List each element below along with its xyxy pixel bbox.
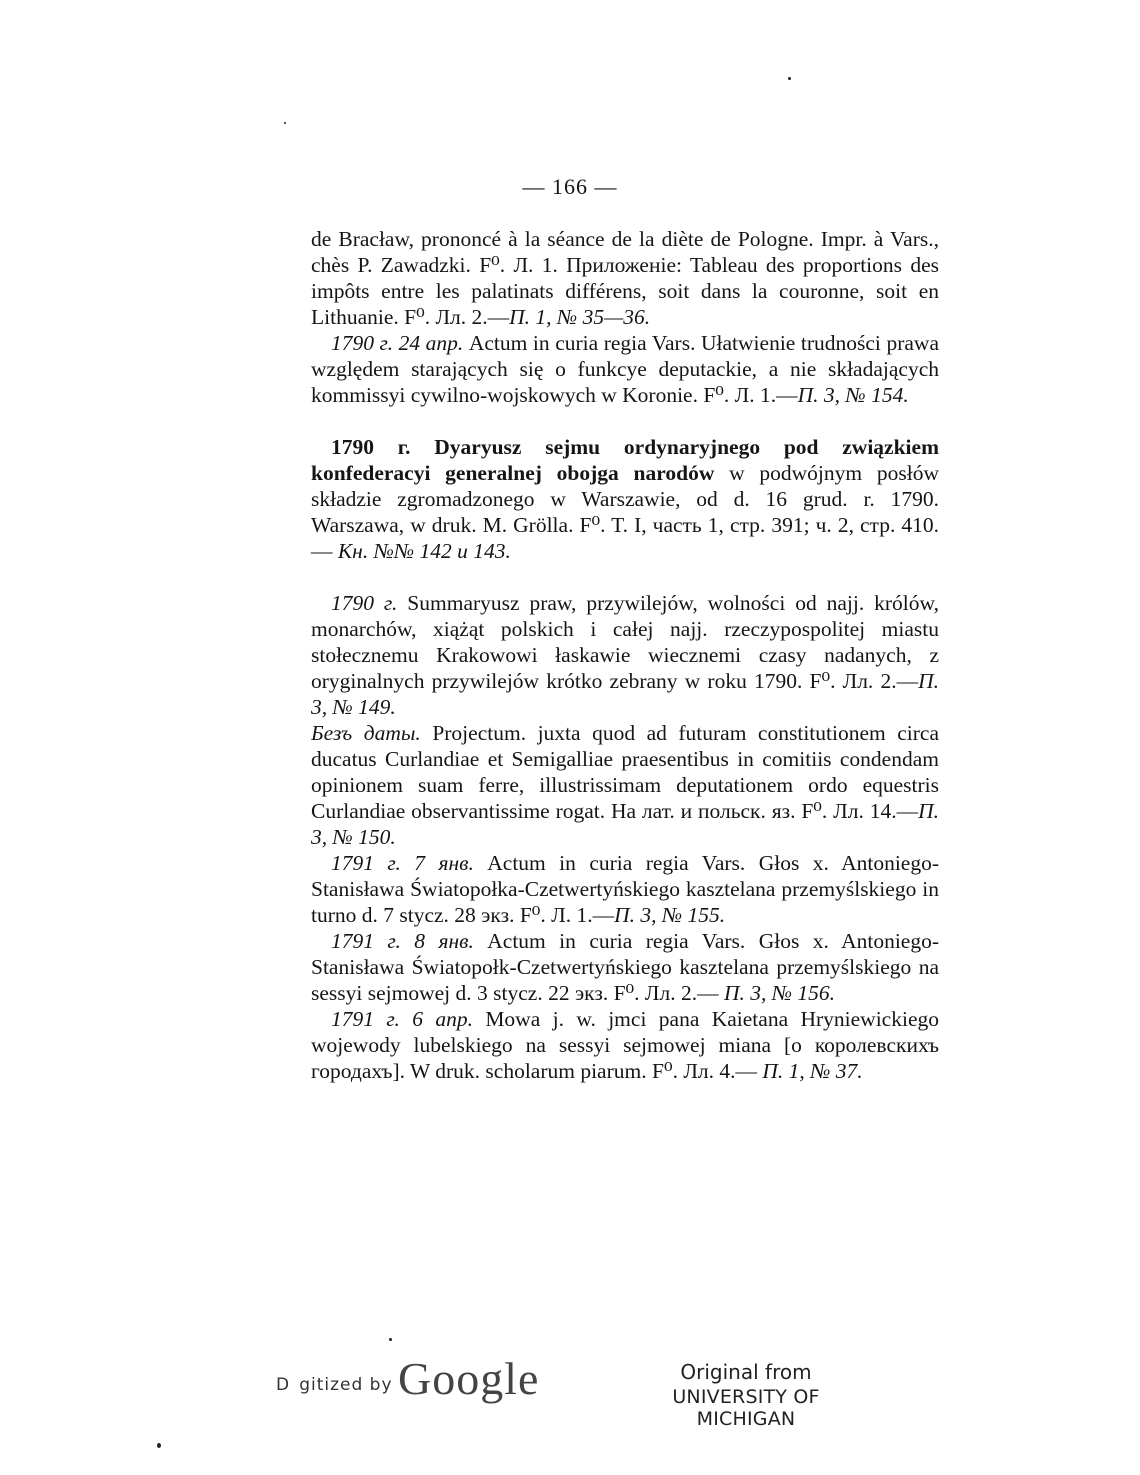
- citation-ref: П. 3, № 149.: [311, 669, 939, 719]
- bibliography-text: [311, 226, 939, 1084]
- digitized-by-label: D gitized by: [276, 1375, 393, 1395]
- entry-4: [311, 720, 939, 850]
- entry-text: Actum in curia regia Vars. Ułatwienie trudności prawa względem starających się o funkcye deputackie, a nie składających kommissyi cywilno-wojskowych w Koronie. F⁰. Л. 1.—: [311, 331, 939, 407]
- entry-text: Mowa j. w. jmci pana Kaietana Hryniewickiego wojewody lubelskiego na sessyi sejmowej miana [о королевскихъ городахъ]. W druk. scholarum piarum. F⁰. Лл. 4.—: [311, 1007, 939, 1083]
- scan-speck: [788, 77, 791, 80]
- citation-ref: 1791 г. 7 янв.: [331, 851, 474, 875]
- citation-ref: 1791 г. 8 янв.: [331, 929, 474, 953]
- entry-2: [311, 434, 939, 564]
- scan-speck: [157, 1443, 161, 1448]
- entry-5: [311, 850, 939, 928]
- citation-ref: Безъ даты.: [311, 721, 421, 745]
- entry-7: [311, 1006, 939, 1084]
- citation-ref: 1791 г. 6 апр.: [331, 1007, 473, 1031]
- entry-6: [311, 928, 939, 1006]
- scan-speck: [284, 122, 286, 124]
- entry-3: [311, 590, 939, 720]
- entry-text: Actum in curia regia Vars. Głos x. Antoniego-Stanisława Światopołk-Czetwertyńskiego kasztelana przemyślskiego na sessyi sejmowej d. 3 stycz. 22 экз. F⁰. Лл. 2.—: [311, 929, 939, 1005]
- citation-ref: П. 3, № 156.: [723, 981, 836, 1005]
- entry-text: w podwójnym posłów składzie zgromadzonego w Warszawie, od d. 16 grud. r. 1790. Warszawa, w druk. M. Grölla. F⁰. T. I, часть 1, стр. 391; ч. 2, стр. 410. —: [311, 461, 939, 563]
- entry-text: Summaryusz praw, przywilejów, wolności od najj. królów, monarchów, xiążąt polskich i całej najj. rzeczypospolitej miastu stołecznemu Krakowowi łaskawie wiecznemi czasy nadanych, z oryginalnych przywilejów krótko zebrany w roku 1790. F⁰. Лл. 2.—: [311, 591, 940, 693]
- entry-1: [311, 330, 939, 408]
- entry-text: Projectum. juxta quod ad futuram constitutionem circa ducatus Curlandiae et Semigalliae praesentibus in comitiis condendam opinionem suam ferre, illustrissimam deputationem ordo equestris Curlandiae observantissime rogat. На лат. и польск. яз. F⁰. Лл. 14.—: [311, 721, 939, 823]
- citation-ref: П. 3, № 150.: [311, 799, 939, 849]
- citation-ref: П. 1, № 35—36.: [509, 305, 651, 329]
- citation-ref: П. 1, № 37.: [762, 1059, 863, 1083]
- entry-0: [311, 226, 939, 330]
- entry-text: de Bracław, prononcé à la séance de la diète de Pologne. Impr. à Vars., chès P. Zawadzki. F⁰. Л. 1. Приложенie: Tableau des proportions des impôts entre les palatinats différens, soit dans la couronne, soit en Lithuanie. F⁰. Лл. 2.—: [311, 227, 939, 329]
- google-logo: Google: [398, 1353, 540, 1404]
- university-label: UNIVERSITY OF MICHIGAN: [672, 1386, 820, 1430]
- citation-ref: Кн. №№ 142 и 143.: [337, 539, 511, 563]
- citation-ref: П. 3, № 155.: [614, 903, 726, 927]
- entry-text: Actum in curia regia Vars. Głos x. Antoniego-Stanisława Światopołka-Czetwertyńskiego kasztelana przemyślskiego in turno d. 7 stycz. 28 экз. F⁰. Л. 1.—: [311, 851, 939, 927]
- original-from-label: Original from: [680, 1360, 812, 1384]
- scan-speck: [389, 1338, 392, 1341]
- page-number: — 166 —: [522, 174, 618, 199]
- citation-ref: 1790 г. 24 апр.: [331, 331, 464, 355]
- bold-title: 1790 г. Dyaryusz sejmu ordynaryjnego pod związkiem konfederacyi generalnej obojga narodów: [311, 435, 939, 485]
- citation-ref: П. 3, № 154.: [797, 383, 909, 407]
- citation-ref: 1790 г.: [331, 591, 398, 615]
